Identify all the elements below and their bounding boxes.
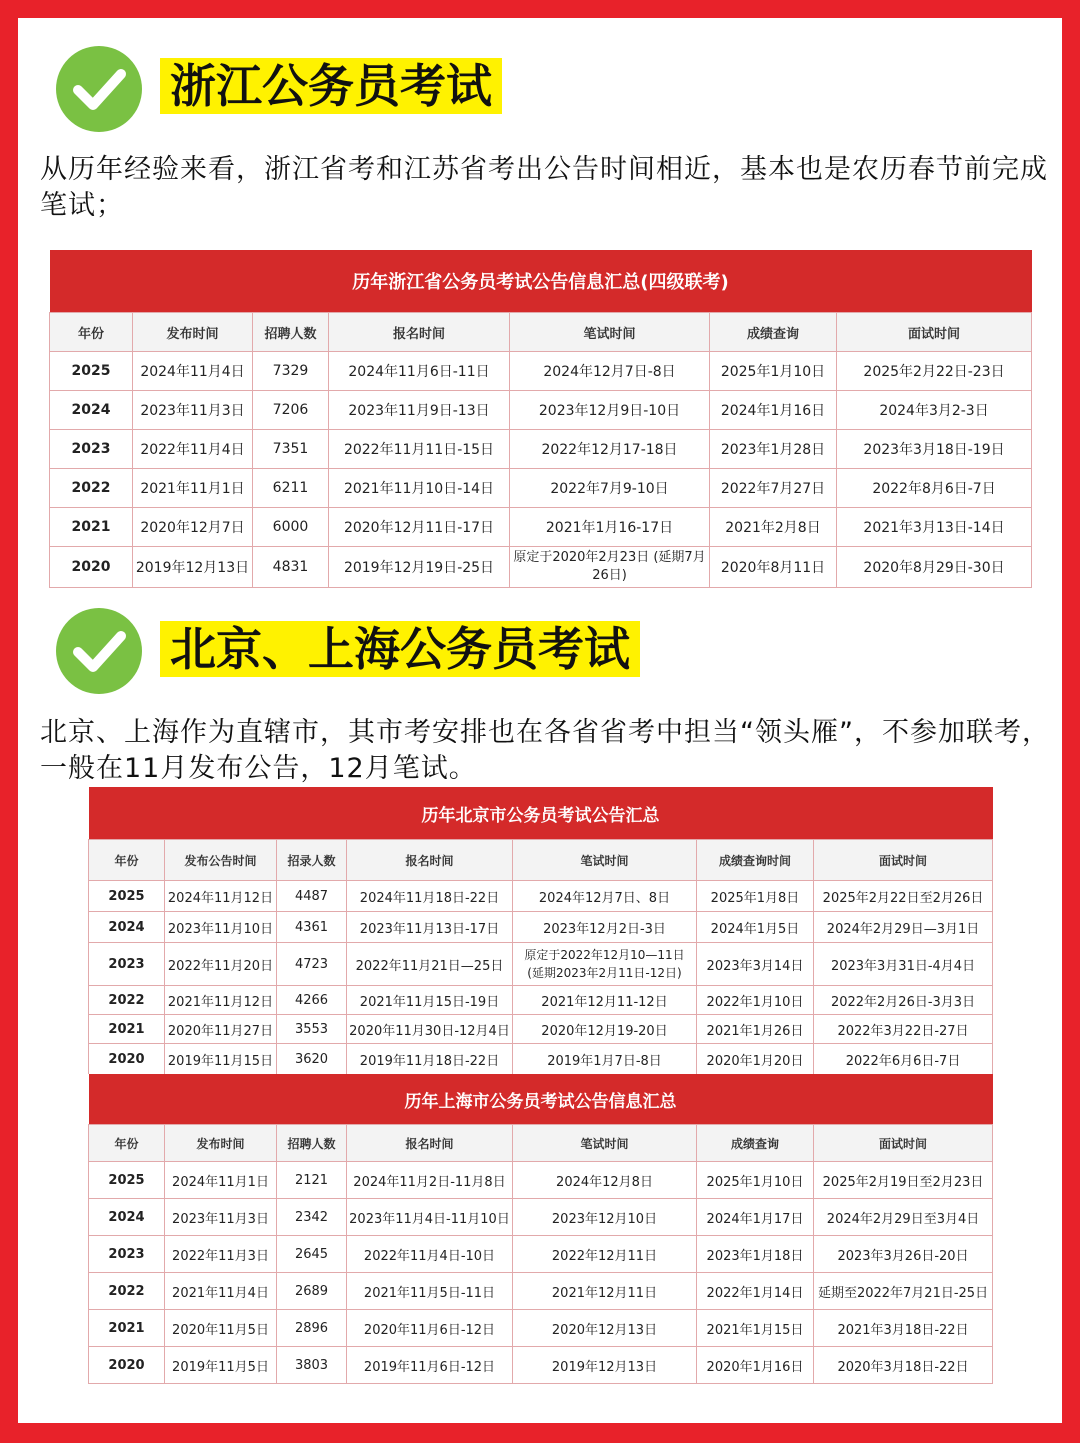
table-cell: 2021年1月15日 bbox=[697, 1310, 814, 1347]
table-cell: 2020年12月19-20日 bbox=[513, 1015, 697, 1044]
table-cell: 4831 bbox=[253, 547, 329, 588]
table-cell: 2121 bbox=[277, 1162, 347, 1199]
column-header: 发布时间 bbox=[165, 1125, 277, 1162]
table-row bbox=[89, 1199, 993, 1236]
table-cell: 2022年11月4日-10日 bbox=[347, 1236, 513, 1273]
column-header: 发布时间 bbox=[133, 313, 253, 352]
table-cell: 3620 bbox=[277, 1044, 347, 1075]
column-header: 年份 bbox=[50, 313, 133, 352]
table-cell: 2022年12月17-18日 bbox=[510, 430, 710, 469]
table-cell: 2022年7月27日 bbox=[710, 469, 837, 508]
intro-paragraph-zhejiang: 从历年经验来看，浙江省考和江苏省考出公告时间相近，基本也是农历春节前完成笔试； bbox=[40, 154, 1048, 221]
column-header: 年份 bbox=[89, 840, 165, 881]
column-header: 报名时间 bbox=[329, 313, 510, 352]
table-title: 历年浙江省公务员考试公告信息汇总(四级联考) bbox=[50, 250, 1032, 313]
column-header: 笔试时间 bbox=[510, 313, 710, 352]
table-cell: 2021年3月13日-14日 bbox=[837, 508, 1032, 547]
table-cell: 2896 bbox=[277, 1310, 347, 1347]
column-header: 发布公告时间 bbox=[165, 840, 277, 881]
table-cell: 2019年11月6日-12日 bbox=[347, 1347, 513, 1384]
table-cell: 2019年12月13日 bbox=[513, 1347, 697, 1384]
table-cell: 2024年2月29日至3月4日 bbox=[814, 1199, 993, 1236]
column-header: 招录人数 bbox=[277, 840, 347, 881]
column-header: 面试时间 bbox=[837, 313, 1032, 352]
table-cell: 2025年1月8日 bbox=[697, 881, 814, 912]
table-cell: 4723 bbox=[277, 943, 347, 986]
table-cell: 2019年11月5日 bbox=[165, 1347, 277, 1384]
table-cell: 2020年1月16日 bbox=[697, 1347, 814, 1384]
table-cell: 2023年1月18日 bbox=[697, 1236, 814, 1273]
table-row bbox=[50, 547, 1032, 588]
table-cell: 2020年11月5日 bbox=[165, 1310, 277, 1347]
table-row bbox=[89, 881, 993, 912]
table-cell: 2023年3月14日 bbox=[697, 943, 814, 986]
table-row bbox=[50, 469, 1032, 508]
table-cell: 2024年11月18日-22日 bbox=[347, 881, 513, 912]
section-headline-zhejiang: 浙江公务员考试 bbox=[160, 58, 502, 114]
table-cell: 7206 bbox=[253, 391, 329, 430]
column-header: 年份 bbox=[89, 1125, 165, 1162]
table-cell: 原定于2022年12月10—11日 (延期2023年2月11日-12日) bbox=[513, 943, 697, 986]
table-cell: 2023年12月10日 bbox=[513, 1199, 697, 1236]
column-header: 成绩查询 bbox=[710, 313, 837, 352]
table-cell: 2021年11月5日-11日 bbox=[347, 1273, 513, 1310]
year-cell: 2020 bbox=[50, 547, 133, 588]
table-cell: 2024年1月5日 bbox=[697, 912, 814, 943]
table-cell: 2023年3月31日-4月4日 bbox=[814, 943, 993, 986]
table-cell: 2021年3月18日-22日 bbox=[814, 1310, 993, 1347]
table-cell: 2019年12月19日-25日 bbox=[329, 547, 510, 588]
year-cell: 2022 bbox=[50, 469, 133, 508]
column-header: 成绩查询时间 bbox=[697, 840, 814, 881]
year-cell: 2022 bbox=[89, 986, 165, 1015]
table-cell: 2022年3月22日-27日 bbox=[814, 1015, 993, 1044]
table-title: 历年北京市公务员考试公告汇总 bbox=[89, 787, 993, 840]
table-cell: 2022年2月26日-3月3日 bbox=[814, 986, 993, 1015]
table-cell: 2022年6月6日-7日 bbox=[814, 1044, 993, 1075]
table-cell: 7351 bbox=[253, 430, 329, 469]
year-cell: 2025 bbox=[89, 881, 165, 912]
column-header: 面试时间 bbox=[814, 1125, 993, 1162]
table-cell: 4487 bbox=[277, 881, 347, 912]
table-cell: 2024年11月1日 bbox=[165, 1162, 277, 1199]
table-cell: 2024年11月12日 bbox=[165, 881, 277, 912]
column-header: 招聘人数 bbox=[277, 1125, 347, 1162]
table-cell: 2022年1月10日 bbox=[697, 986, 814, 1015]
table-cell: 2023年11月13日-17日 bbox=[347, 912, 513, 943]
table-cell: 2022年11月4日 bbox=[133, 430, 253, 469]
table-cell: 2023年1月28日 bbox=[710, 430, 837, 469]
table-cell: 2021年12月11-12日 bbox=[513, 986, 697, 1015]
table-cell: 2342 bbox=[277, 1199, 347, 1236]
table-row bbox=[89, 943, 993, 986]
table-cell: 延期至2022年7月21日-25日 bbox=[814, 1273, 993, 1310]
table-cell: 2645 bbox=[277, 1236, 347, 1273]
table-cell: 2020年3月18日-22日 bbox=[814, 1347, 993, 1384]
table-cell: 2020年1月20日 bbox=[697, 1044, 814, 1075]
table-cell: 2021年11月4日 bbox=[165, 1273, 277, 1310]
table-row bbox=[89, 1273, 993, 1310]
table-cell: 2021年12月11日 bbox=[513, 1273, 697, 1310]
table-cell: 2023年11月3日 bbox=[133, 391, 253, 430]
table-row bbox=[89, 1044, 993, 1075]
table-cell: 原定于2020年2月23日 (延期7月26日) bbox=[510, 547, 710, 588]
table-cell: 2024年12月8日 bbox=[513, 1162, 697, 1199]
year-cell: 2024 bbox=[50, 391, 133, 430]
table-cell: 2021年11月10日-14日 bbox=[329, 469, 510, 508]
column-header: 报名时间 bbox=[347, 840, 513, 881]
year-cell: 2023 bbox=[50, 430, 133, 469]
table-cell: 2025年2月19日至2月23日 bbox=[814, 1162, 993, 1199]
table-cell: 2022年11月3日 bbox=[165, 1236, 277, 1273]
table-cell: 2024年11月4日 bbox=[133, 352, 253, 391]
table-cell: 2023年11月9日-13日 bbox=[329, 391, 510, 430]
table-cell: 3553 bbox=[277, 1015, 347, 1044]
beijing-exam-table bbox=[88, 787, 993, 1075]
table-cell: 2020年11月27日 bbox=[165, 1015, 277, 1044]
year-cell: 2020 bbox=[89, 1044, 165, 1075]
table-cell: 2024年12月7日-8日 bbox=[510, 352, 710, 391]
table-cell: 2020年12月7日 bbox=[133, 508, 253, 547]
table-cell: 2023年3月26日-20日 bbox=[814, 1236, 993, 1273]
table-cell: 2024年12月7日、8日 bbox=[513, 881, 697, 912]
table-cell: 2022年11月21日—25日 bbox=[347, 943, 513, 986]
column-header: 面试时间 bbox=[814, 840, 993, 881]
year-cell: 2024 bbox=[89, 1199, 165, 1236]
table-title: 历年上海市公务员考试公告信息汇总 bbox=[89, 1074, 993, 1125]
table-cell: 2023年3月18日-19日 bbox=[837, 430, 1032, 469]
table-cell: 2019年11月18日-22日 bbox=[347, 1044, 513, 1075]
table-cell: 2019年12月13日 bbox=[133, 547, 253, 588]
table-cell: 2022年11月11日-15日 bbox=[329, 430, 510, 469]
year-cell: 2021 bbox=[89, 1310, 165, 1347]
table-row bbox=[89, 1347, 993, 1384]
table-cell: 2023年11月10日 bbox=[165, 912, 277, 943]
section-headline-beijing-shanghai: 北京、上海公务员考试 bbox=[160, 621, 640, 677]
table-cell: 2021年1月26日 bbox=[697, 1015, 814, 1044]
check-circle-icon bbox=[56, 608, 142, 694]
table-cell: 2021年1月16-17日 bbox=[510, 508, 710, 547]
year-cell: 2024 bbox=[89, 912, 165, 943]
shanghai-exam-table bbox=[88, 1074, 993, 1384]
year-cell: 2021 bbox=[89, 1015, 165, 1044]
table-row bbox=[50, 391, 1032, 430]
table-cell: 4266 bbox=[277, 986, 347, 1015]
table-row bbox=[89, 986, 993, 1015]
table-cell: 2024年11月6日-11日 bbox=[329, 352, 510, 391]
table-row bbox=[89, 1162, 993, 1199]
table-row bbox=[89, 1015, 993, 1044]
table-cell: 2019年1月7日-8日 bbox=[513, 1044, 697, 1075]
table-cell: 2023年11月3日 bbox=[165, 1199, 277, 1236]
column-header: 笔试时间 bbox=[513, 840, 697, 881]
table-row bbox=[89, 912, 993, 943]
table-row bbox=[50, 508, 1032, 547]
page bbox=[18, 18, 1062, 1423]
table-cell: 2022年7月9-10日 bbox=[510, 469, 710, 508]
table-cell: 2020年8月11日 bbox=[710, 547, 837, 588]
column-header: 招聘人数 bbox=[253, 313, 329, 352]
table-row bbox=[50, 352, 1032, 391]
table-cell: 2022年12月11日 bbox=[513, 1236, 697, 1273]
table-cell: 2021年11月1日 bbox=[133, 469, 253, 508]
year-cell: 2022 bbox=[89, 1273, 165, 1310]
year-cell: 2025 bbox=[89, 1162, 165, 1199]
column-header: 笔试时间 bbox=[513, 1125, 697, 1162]
table-cell: 2024年1月17日 bbox=[697, 1199, 814, 1236]
table-cell: 2020年12月11日-17日 bbox=[329, 508, 510, 547]
table-cell: 2021年11月12日 bbox=[165, 986, 277, 1015]
column-header: 成绩查询 bbox=[697, 1125, 814, 1162]
table-cell: 2025年2月22日至2月26日 bbox=[814, 881, 993, 912]
table-cell: 2025年1月10日 bbox=[710, 352, 837, 391]
table-cell: 2023年11月4日-11月10日 bbox=[347, 1199, 513, 1236]
table-cell: 3803 bbox=[277, 1347, 347, 1384]
table-cell: 6211 bbox=[253, 469, 329, 508]
table-cell: 2025年1月10日 bbox=[697, 1162, 814, 1199]
table-cell: 2689 bbox=[277, 1273, 347, 1310]
year-cell: 2021 bbox=[50, 508, 133, 547]
table-cell: 2025年2月22日-23日 bbox=[837, 352, 1032, 391]
table-cell: 2021年2月8日 bbox=[710, 508, 837, 547]
table-cell: 2022年11月20日 bbox=[165, 943, 277, 986]
year-cell: 2023 bbox=[89, 1236, 165, 1273]
table-cell: 4361 bbox=[277, 912, 347, 943]
table-cell: 2022年1月14日 bbox=[697, 1273, 814, 1310]
table-cell: 2020年11月6日-12日 bbox=[347, 1310, 513, 1347]
table-cell: 2024年2月29日—3月1日 bbox=[814, 912, 993, 943]
table-cell: 2019年11月15日 bbox=[165, 1044, 277, 1075]
table-cell: 2024年11月2日-11月8日 bbox=[347, 1162, 513, 1199]
table-row bbox=[89, 1236, 993, 1273]
table-cell: 2021年11月15日-19日 bbox=[347, 986, 513, 1015]
table-cell: 7329 bbox=[253, 352, 329, 391]
table-cell: 2023年12月2日-3日 bbox=[513, 912, 697, 943]
table-row bbox=[89, 1310, 993, 1347]
table-row bbox=[50, 430, 1032, 469]
table-cell: 6000 bbox=[253, 508, 329, 547]
table-cell: 2023年12月9日-10日 bbox=[510, 391, 710, 430]
table-cell: 2022年8月6日-7日 bbox=[837, 469, 1032, 508]
table-cell: 2020年11月30日-12月4日 bbox=[347, 1015, 513, 1044]
intro-paragraph-beijing-shanghai: 北京、上海作为直辖市，其市考安排也在各省省考中担当“领头雁”，不参加联考，一般在11月发布公告，12月笔试。 bbox=[40, 717, 1050, 784]
year-cell: 2023 bbox=[89, 943, 165, 986]
table-cell: 2020年8月29日-30日 bbox=[837, 547, 1032, 588]
year-cell: 2020 bbox=[89, 1347, 165, 1384]
table-cell: 2024年1月16日 bbox=[710, 391, 837, 430]
zhejiang-exam-table bbox=[49, 250, 1032, 588]
column-header: 报名时间 bbox=[347, 1125, 513, 1162]
table-cell: 2020年12月13日 bbox=[513, 1310, 697, 1347]
check-circle-icon bbox=[56, 46, 142, 132]
year-cell: 2025 bbox=[50, 352, 133, 391]
table-cell: 2024年3月2-3日 bbox=[837, 391, 1032, 430]
